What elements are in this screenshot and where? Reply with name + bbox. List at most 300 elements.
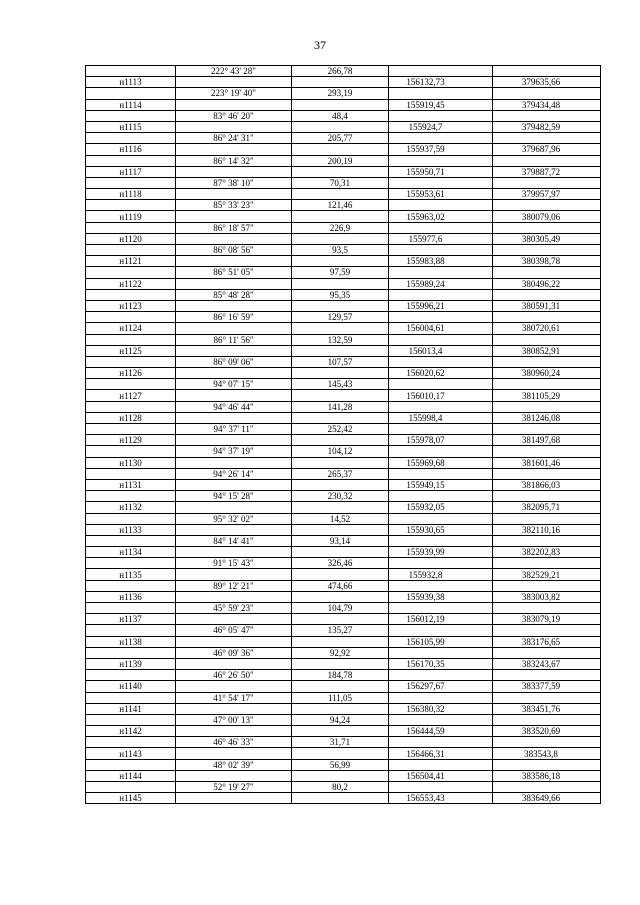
- y-coordinate-cell: 383520,69: [493, 726, 601, 737]
- empty-cell: [493, 133, 601, 144]
- coordinates-table-body: [86, 66, 601, 804]
- segment-row: [86, 513, 601, 524]
- empty-cell: [292, 323, 389, 334]
- empty-cell: [86, 267, 176, 278]
- point-row: [86, 636, 601, 647]
- segment-length-cell: 93,14: [292, 535, 389, 546]
- empty-cell: [176, 748, 292, 759]
- empty-cell: [176, 166, 292, 177]
- empty-cell: [86, 155, 176, 166]
- segment-row: [86, 580, 601, 591]
- empty-cell: [493, 603, 601, 614]
- empty-cell: [292, 166, 389, 177]
- point-row: [86, 323, 601, 334]
- empty-cell: [292, 144, 389, 155]
- direction-angle-cell: 95° 32' 02": [176, 513, 292, 524]
- empty-cell: [86, 468, 176, 479]
- point-name-cell: н1119: [86, 211, 176, 222]
- empty-cell: [493, 356, 601, 367]
- empty-cell: [389, 401, 493, 412]
- empty-cell: [493, 759, 601, 770]
- empty-cell: [493, 535, 601, 546]
- empty-cell: [176, 457, 292, 468]
- empty-cell: [86, 603, 176, 614]
- segment-length-cell: 252,42: [292, 424, 389, 435]
- x-coordinate-cell: 156444,59: [389, 726, 493, 737]
- empty-cell: [176, 211, 292, 222]
- empty-cell: [176, 591, 292, 602]
- x-coordinate-cell: 155932,8: [389, 569, 493, 580]
- segment-length-cell: 474,66: [292, 580, 389, 591]
- y-coordinate-cell: 379957,97: [493, 189, 601, 200]
- empty-cell: [389, 200, 493, 211]
- segment-length-cell: 141,28: [292, 401, 389, 412]
- segment-length-cell: 14,52: [292, 513, 389, 524]
- empty-cell: [292, 233, 389, 244]
- empty-cell: [292, 368, 389, 379]
- empty-cell: [86, 782, 176, 793]
- point-name-cell: н1144: [86, 770, 176, 781]
- empty-cell: [176, 435, 292, 446]
- x-coordinate-cell: 155953,61: [389, 189, 493, 200]
- direction-angle-cell: 94° 46' 44": [176, 401, 292, 412]
- segment-length-cell: 145,43: [292, 379, 389, 390]
- y-coordinate-cell: 383451,76: [493, 703, 601, 714]
- x-coordinate-cell: 156012,19: [389, 614, 493, 625]
- point-row: [86, 457, 601, 468]
- empty-cell: [86, 312, 176, 323]
- empty-cell: [176, 703, 292, 714]
- segment-row: [86, 289, 601, 300]
- direction-angle-cell: 46° 09' 36": [176, 647, 292, 658]
- empty-cell: [292, 77, 389, 88]
- empty-cell: [86, 446, 176, 457]
- empty-cell: [176, 390, 292, 401]
- empty-cell: [493, 88, 601, 99]
- point-name-cell: н1142: [86, 726, 176, 737]
- segment-row: [86, 356, 601, 367]
- x-coordinate-cell: 156013,4: [389, 345, 493, 356]
- empty-cell: [389, 356, 493, 367]
- segment-length-cell: 80,2: [292, 782, 389, 793]
- empty-cell: [493, 424, 601, 435]
- empty-cell: [493, 267, 601, 278]
- empty-cell: [389, 513, 493, 524]
- empty-cell: [389, 468, 493, 479]
- empty-cell: [292, 121, 389, 132]
- empty-cell: [389, 692, 493, 703]
- point-row: [86, 569, 601, 580]
- empty-cell: [292, 99, 389, 110]
- point-row: [86, 770, 601, 781]
- empty-cell: [493, 558, 601, 569]
- empty-cell: [176, 569, 292, 580]
- empty-cell: [389, 245, 493, 256]
- point-name-cell: н1138: [86, 636, 176, 647]
- empty-cell: [389, 133, 493, 144]
- y-coordinate-cell: 383176,65: [493, 636, 601, 647]
- x-coordinate-cell: 155949,15: [389, 479, 493, 490]
- point-row: [86, 77, 601, 88]
- empty-cell: [292, 591, 389, 602]
- empty-cell: [389, 379, 493, 390]
- y-coordinate-cell: 383649,66: [493, 793, 601, 804]
- point-name-cell: н1127: [86, 390, 176, 401]
- segment-row: [86, 401, 601, 412]
- segment-length-cell: 200,19: [292, 155, 389, 166]
- empty-cell: [389, 603, 493, 614]
- point-row: [86, 502, 601, 513]
- empty-cell: [292, 569, 389, 580]
- empty-cell: [292, 479, 389, 490]
- y-coordinate-cell: 379887,72: [493, 166, 601, 177]
- point-row: [86, 614, 601, 625]
- x-coordinate-cell: 156010,17: [389, 390, 493, 401]
- empty-cell: [493, 200, 601, 211]
- point-name-cell: н1115: [86, 121, 176, 132]
- x-coordinate-cell: 156020,62: [389, 368, 493, 379]
- empty-cell: [86, 200, 176, 211]
- empty-cell: [389, 446, 493, 457]
- x-coordinate-cell: 155996,21: [389, 300, 493, 311]
- empty-cell: [389, 110, 493, 121]
- empty-cell: [86, 670, 176, 681]
- empty-cell: [493, 110, 601, 121]
- point-name-cell: н1114: [86, 99, 176, 110]
- segment-length-cell: 93,5: [292, 245, 389, 256]
- empty-cell: [389, 267, 493, 278]
- empty-cell: [292, 614, 389, 625]
- direction-angle-cell: 46° 46' 33": [176, 737, 292, 748]
- empty-cell: [389, 289, 493, 300]
- y-coordinate-cell: 380305,49: [493, 233, 601, 244]
- segment-row: [86, 155, 601, 166]
- point-name-cell: н1131: [86, 479, 176, 490]
- point-row: [86, 189, 601, 200]
- empty-cell: [493, 647, 601, 658]
- segment-length-cell: 265,37: [292, 468, 389, 479]
- empty-cell: [292, 256, 389, 267]
- segment-length-cell: 205,77: [292, 133, 389, 144]
- segment-row: [86, 625, 601, 636]
- point-name-cell: н1113: [86, 77, 176, 88]
- empty-cell: [86, 401, 176, 412]
- point-name-cell: н1126: [86, 368, 176, 379]
- empty-cell: [86, 491, 176, 502]
- empty-cell: [292, 278, 389, 289]
- empty-cell: [292, 345, 389, 356]
- x-coordinate-cell: 155930,65: [389, 524, 493, 535]
- y-coordinate-cell: 381601,46: [493, 457, 601, 468]
- empty-cell: [86, 88, 176, 99]
- empty-cell: [389, 491, 493, 502]
- point-row: [86, 345, 601, 356]
- coordinates-table: [85, 65, 601, 804]
- empty-cell: [292, 703, 389, 714]
- direction-angle-cell: 46° 05' 47": [176, 625, 292, 636]
- y-coordinate-cell: 380079,06: [493, 211, 601, 222]
- empty-cell: [292, 726, 389, 737]
- segment-row: [86, 535, 601, 546]
- empty-cell: [493, 379, 601, 390]
- empty-cell: [176, 121, 292, 132]
- page-number: 37: [314, 38, 326, 52]
- segment-length-cell: 107,57: [292, 356, 389, 367]
- point-row: [86, 479, 601, 490]
- segment-row: [86, 245, 601, 256]
- point-name-cell: н1137: [86, 614, 176, 625]
- empty-cell: [86, 424, 176, 435]
- segment-length-cell: 31,71: [292, 737, 389, 748]
- empty-cell: [389, 535, 493, 546]
- y-coordinate-cell: 383079,19: [493, 614, 601, 625]
- point-name-cell: н1139: [86, 658, 176, 669]
- point-name-cell: н1134: [86, 547, 176, 558]
- empty-cell: [292, 412, 389, 423]
- segment-length-cell: 92,92: [292, 647, 389, 658]
- empty-cell: [176, 658, 292, 669]
- empty-cell: [493, 782, 601, 793]
- segment-row: [86, 267, 601, 278]
- direction-angle-cell: 86° 16' 59": [176, 312, 292, 323]
- y-coordinate-cell: 380591,31: [493, 300, 601, 311]
- empty-cell: [493, 692, 601, 703]
- point-row: [86, 99, 601, 110]
- x-coordinate-cell: 156553,43: [389, 793, 493, 804]
- point-name-cell: н1141: [86, 703, 176, 714]
- x-coordinate-cell: 155963,02: [389, 211, 493, 222]
- y-coordinate-cell: 379482,59: [493, 121, 601, 132]
- point-row: [86, 144, 601, 155]
- empty-cell: [389, 312, 493, 323]
- x-coordinate-cell: 156170,35: [389, 658, 493, 669]
- segment-length-cell: 94,24: [292, 714, 389, 725]
- segment-row: [86, 647, 601, 658]
- segment-row: [86, 334, 601, 345]
- x-coordinate-cell: 156004,61: [389, 323, 493, 334]
- empty-cell: [86, 110, 176, 121]
- empty-cell: [493, 513, 601, 524]
- segment-length-cell: 104,79: [292, 603, 389, 614]
- segment-row: [86, 446, 601, 457]
- point-row: [86, 703, 601, 714]
- x-coordinate-cell: 156297,67: [389, 681, 493, 692]
- empty-cell: [86, 759, 176, 770]
- empty-cell: [176, 345, 292, 356]
- empty-cell: [292, 681, 389, 692]
- x-coordinate-cell: 155919,45: [389, 99, 493, 110]
- point-name-cell: н1121: [86, 256, 176, 267]
- empty-cell: [292, 636, 389, 647]
- direction-angle-cell: 83° 46' 20": [176, 110, 292, 121]
- segment-row: [86, 558, 601, 569]
- segment-row: [86, 66, 601, 77]
- empty-cell: [493, 737, 601, 748]
- empty-cell: [176, 412, 292, 423]
- empty-cell: [389, 782, 493, 793]
- x-coordinate-cell: 156105,99: [389, 636, 493, 647]
- empty-cell: [176, 256, 292, 267]
- empty-cell: [389, 66, 493, 77]
- point-name-cell: н1145: [86, 793, 176, 804]
- segment-length-cell: 104,12: [292, 446, 389, 457]
- point-name-cell: н1116: [86, 144, 176, 155]
- point-row: [86, 211, 601, 222]
- direction-angle-cell: 52° 19' 27": [176, 782, 292, 793]
- empty-cell: [389, 737, 493, 748]
- empty-cell: [176, 300, 292, 311]
- empty-cell: [176, 502, 292, 513]
- empty-cell: [493, 312, 601, 323]
- empty-cell: [389, 177, 493, 188]
- point-name-cell: н1136: [86, 591, 176, 602]
- direction-angle-cell: 86° 11' 56": [176, 334, 292, 345]
- empty-cell: [292, 793, 389, 804]
- point-name-cell: н1129: [86, 435, 176, 446]
- segment-row: [86, 200, 601, 211]
- point-row: [86, 524, 601, 535]
- segment-length-cell: 95,35: [292, 289, 389, 300]
- segment-length-cell: 97,59: [292, 267, 389, 278]
- x-coordinate-cell: 156380,32: [389, 703, 493, 714]
- point-name-cell: н1123: [86, 300, 176, 311]
- empty-cell: [86, 625, 176, 636]
- empty-cell: [176, 770, 292, 781]
- segment-row: [86, 737, 601, 748]
- empty-cell: [493, 222, 601, 233]
- segment-row: [86, 692, 601, 703]
- segment-row: [86, 468, 601, 479]
- point-row: [86, 121, 601, 132]
- direction-angle-cell: 84° 14' 41": [176, 535, 292, 546]
- direction-angle-cell: 47° 00' 13": [176, 714, 292, 725]
- point-row: [86, 412, 601, 423]
- empty-cell: [176, 233, 292, 244]
- empty-cell: [86, 334, 176, 345]
- segment-length-cell: 266,78: [292, 66, 389, 77]
- point-name-cell: н1118: [86, 189, 176, 200]
- direction-angle-cell: 94° 26' 14": [176, 468, 292, 479]
- empty-cell: [292, 770, 389, 781]
- empty-cell: [176, 793, 292, 804]
- segment-row: [86, 759, 601, 770]
- point-name-cell: н1143: [86, 748, 176, 759]
- empty-cell: [389, 88, 493, 99]
- direction-angle-cell: 41° 54' 17": [176, 692, 292, 703]
- point-row: [86, 726, 601, 737]
- y-coordinate-cell: 381105,29: [493, 390, 601, 401]
- empty-cell: [389, 558, 493, 569]
- empty-cell: [493, 446, 601, 457]
- direction-angle-cell: 85° 48' 28": [176, 289, 292, 300]
- empty-cell: [86, 222, 176, 233]
- point-name-cell: н1125: [86, 345, 176, 356]
- point-name-cell: н1128: [86, 412, 176, 423]
- empty-cell: [86, 714, 176, 725]
- segment-row: [86, 603, 601, 614]
- empty-cell: [86, 647, 176, 658]
- empty-cell: [86, 737, 176, 748]
- x-coordinate-cell: 156466,31: [389, 748, 493, 759]
- empty-cell: [292, 390, 389, 401]
- direction-angle-cell: 94° 15' 28": [176, 491, 292, 502]
- segment-row: [86, 312, 601, 323]
- direction-angle-cell: 86° 51' 05": [176, 267, 292, 278]
- direction-angle-cell: 86° 09' 06": [176, 356, 292, 367]
- empty-cell: [176, 614, 292, 625]
- y-coordinate-cell: 382202,83: [493, 547, 601, 558]
- empty-cell: [493, 155, 601, 166]
- point-row: [86, 658, 601, 669]
- point-name-cell: н1124: [86, 323, 176, 334]
- x-coordinate-cell: 155939,38: [389, 591, 493, 602]
- segment-row: [86, 714, 601, 725]
- empty-cell: [176, 479, 292, 490]
- segment-length-cell: 48,4: [292, 110, 389, 121]
- y-coordinate-cell: 383586,18: [493, 770, 601, 781]
- point-row: [86, 233, 601, 244]
- segment-row: [86, 379, 601, 390]
- segment-length-cell: 132,59: [292, 334, 389, 345]
- point-name-cell: н1133: [86, 524, 176, 535]
- empty-cell: [86, 356, 176, 367]
- empty-cell: [292, 524, 389, 535]
- empty-cell: [176, 189, 292, 200]
- empty-cell: [493, 401, 601, 412]
- direction-angle-cell: 94° 07' 15": [176, 379, 292, 390]
- empty-cell: [86, 379, 176, 390]
- empty-cell: [389, 580, 493, 591]
- direction-angle-cell: 86° 24' 31": [176, 133, 292, 144]
- segment-length-cell: 70,31: [292, 177, 389, 188]
- y-coordinate-cell: 381497,68: [493, 435, 601, 446]
- direction-angle-cell: 222° 43' 28": [176, 66, 292, 77]
- direction-angle-cell: 94° 37' 11": [176, 424, 292, 435]
- point-row: [86, 390, 601, 401]
- point-row: [86, 793, 601, 804]
- y-coordinate-cell: 383377,59: [493, 681, 601, 692]
- empty-cell: [493, 625, 601, 636]
- segment-row: [86, 424, 601, 435]
- empty-cell: [86, 513, 176, 524]
- point-row: [86, 256, 601, 267]
- empty-cell: [292, 547, 389, 558]
- y-coordinate-cell: 379434,48: [493, 99, 601, 110]
- segment-length-cell: 326,46: [292, 558, 389, 569]
- x-coordinate-cell: 155939,99: [389, 547, 493, 558]
- segment-length-cell: 111,05: [292, 692, 389, 703]
- empty-cell: [493, 491, 601, 502]
- y-coordinate-cell: 380496,22: [493, 278, 601, 289]
- direction-angle-cell: 87° 38' 10": [176, 177, 292, 188]
- empty-cell: [176, 278, 292, 289]
- empty-cell: [292, 502, 389, 513]
- direction-angle-cell: 85° 33' 23": [176, 200, 292, 211]
- x-coordinate-cell: 155932,05: [389, 502, 493, 513]
- empty-cell: [86, 289, 176, 300]
- segment-row: [86, 491, 601, 502]
- empty-cell: [389, 759, 493, 770]
- empty-cell: [86, 558, 176, 569]
- x-coordinate-cell: 155937,59: [389, 144, 493, 155]
- point-name-cell: н1117: [86, 166, 176, 177]
- point-name-cell: н1122: [86, 278, 176, 289]
- point-row: [86, 591, 601, 602]
- empty-cell: [176, 524, 292, 535]
- empty-cell: [292, 457, 389, 468]
- y-coordinate-cell: 382110,16: [493, 524, 601, 535]
- y-coordinate-cell: 380960,24: [493, 368, 601, 379]
